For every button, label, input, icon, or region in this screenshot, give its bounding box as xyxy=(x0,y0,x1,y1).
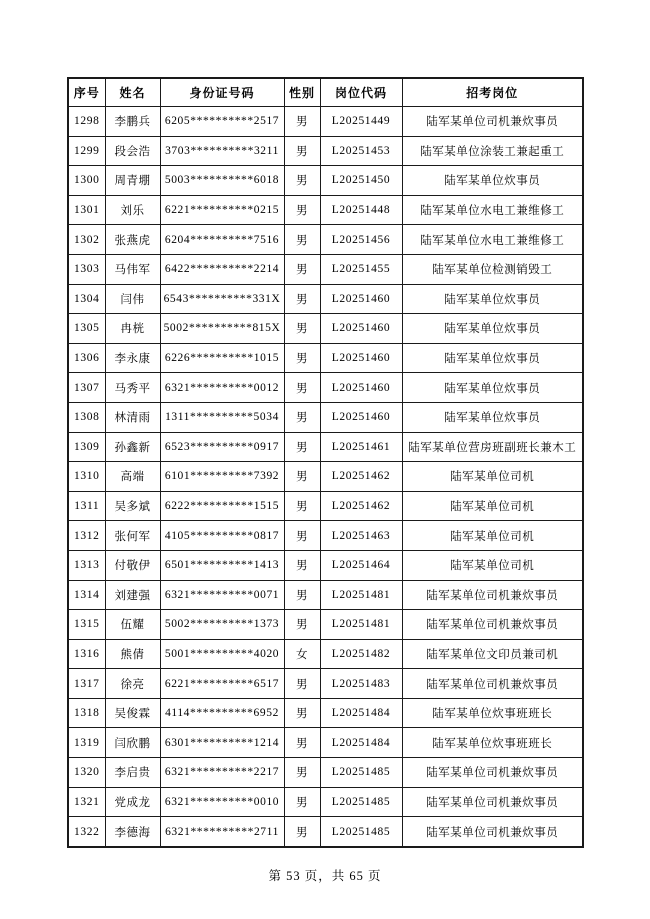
cell-id: 5002**********1373 xyxy=(160,610,284,640)
cell-gender: 男 xyxy=(284,343,320,373)
cell-position: 陆军某单位炊事员 xyxy=(402,343,583,373)
cell-seq: 1317 xyxy=(68,669,105,699)
cell-name: 冉桄 xyxy=(105,314,160,344)
column-header-position: 招考岗位 xyxy=(402,78,583,107)
cell-position: 陆军某单位司机兼炊事员 xyxy=(402,669,583,699)
cell-name: 刘乐 xyxy=(105,195,160,225)
cell-id: 6222**********1515 xyxy=(160,491,284,521)
cell-gender: 男 xyxy=(284,580,320,610)
cell-code: L20251461 xyxy=(320,432,402,462)
cell-code: L20251485 xyxy=(320,787,402,817)
cell-id: 3703**********3211 xyxy=(160,136,284,166)
cell-name: 吴多斌 xyxy=(105,491,160,521)
table-row xyxy=(68,758,583,788)
cell-seq: 1318 xyxy=(68,698,105,728)
table-row xyxy=(68,639,583,669)
cell-position: 陆军某单位炊事员 xyxy=(402,166,583,196)
cell-gender: 男 xyxy=(284,758,320,788)
cell-name: 闫欣鹏 xyxy=(105,728,160,758)
cell-position: 陆军某单位司机兼炊事员 xyxy=(402,787,583,817)
cell-code: L20251483 xyxy=(320,669,402,699)
cell-seq: 1307 xyxy=(68,373,105,403)
table-row xyxy=(68,107,583,137)
cell-seq: 1311 xyxy=(68,491,105,521)
cell-gender: 男 xyxy=(284,284,320,314)
cell-seq: 1299 xyxy=(68,136,105,166)
cell-name: 马伟军 xyxy=(105,254,160,284)
cell-position: 陆军某单位炊事员 xyxy=(402,314,583,344)
cell-id: 6321**********0071 xyxy=(160,580,284,610)
cell-position: 陆军某单位司机兼炊事员 xyxy=(402,817,583,847)
cell-id: 5002**********815X xyxy=(160,314,284,344)
cell-gender: 男 xyxy=(284,195,320,225)
cell-seq: 1302 xyxy=(68,225,105,255)
cell-position: 陆军某单位司机 xyxy=(402,550,583,580)
cell-seq: 1321 xyxy=(68,787,105,817)
cell-position: 陆军某单位司机兼炊事员 xyxy=(402,580,583,610)
column-header-code: 岗位代码 xyxy=(320,78,402,107)
cell-name: 马秀平 xyxy=(105,373,160,403)
cell-name: 高端 xyxy=(105,462,160,492)
cell-id: 6204**********7516 xyxy=(160,225,284,255)
cell-gender: 男 xyxy=(284,669,320,699)
table-row xyxy=(68,402,583,432)
cell-seq: 1320 xyxy=(68,758,105,788)
cell-position: 陆军某单位炊事班班长 xyxy=(402,698,583,728)
cell-gender: 男 xyxy=(284,225,320,255)
cell-seq: 1304 xyxy=(68,284,105,314)
table-row xyxy=(68,787,583,817)
table-row xyxy=(68,284,583,314)
column-header-id: 身份证号码 xyxy=(160,78,284,107)
cell-gender: 男 xyxy=(284,610,320,640)
cell-position: 陆军某单位水电工兼维修工 xyxy=(402,195,583,225)
cell-name: 李永康 xyxy=(105,343,160,373)
table-row xyxy=(68,136,583,166)
cell-code: L20251462 xyxy=(320,462,402,492)
cell-gender: 男 xyxy=(284,698,320,728)
cell-id: 4114**********6952 xyxy=(160,698,284,728)
cell-gender: 男 xyxy=(284,373,320,403)
table-row xyxy=(68,521,583,551)
cell-position: 陆军某单位水电工兼维修工 xyxy=(402,225,583,255)
cell-gender: 男 xyxy=(284,314,320,344)
cell-name: 周青堋 xyxy=(105,166,160,196)
cell-name: 张何军 xyxy=(105,521,160,551)
table-row xyxy=(68,580,583,610)
cell-name: 付敬伊 xyxy=(105,550,160,580)
cell-name: 伍耀 xyxy=(105,610,160,640)
cell-id: 6523**********0917 xyxy=(160,432,284,462)
cell-id: 6226**********1015 xyxy=(160,343,284,373)
cell-name: 党成龙 xyxy=(105,787,160,817)
cell-id: 6101**********7392 xyxy=(160,462,284,492)
cell-seq: 1298 xyxy=(68,107,105,137)
cell-gender: 男 xyxy=(284,817,320,847)
cell-code: L20251460 xyxy=(320,402,402,432)
cell-seq: 1309 xyxy=(68,432,105,462)
cell-seq: 1313 xyxy=(68,550,105,580)
cell-position: 陆军某单位营房班副班长兼木工 xyxy=(402,432,583,462)
cell-position: 陆军某单位司机兼炊事员 xyxy=(402,610,583,640)
cell-id: 6321**********2217 xyxy=(160,758,284,788)
cell-name: 李启贵 xyxy=(105,758,160,788)
cell-id: 6501**********1413 xyxy=(160,550,284,580)
cell-code: L20251460 xyxy=(320,373,402,403)
table-header-row xyxy=(68,78,583,107)
cell-seq: 1301 xyxy=(68,195,105,225)
table-row xyxy=(68,610,583,640)
table-row xyxy=(68,462,583,492)
cell-code: L20251460 xyxy=(320,343,402,373)
column-header-gender: 性别 xyxy=(284,78,320,107)
table-row xyxy=(68,254,583,284)
cell-code: L20251455 xyxy=(320,254,402,284)
page-number: 第 53 页，共 65 页 xyxy=(268,869,382,883)
cell-position: 陆军某单位炊事班班长 xyxy=(402,728,583,758)
cell-code: L20251456 xyxy=(320,225,402,255)
cell-id: 6422**********2214 xyxy=(160,254,284,284)
cell-position: 陆军某单位涂装工兼起重工 xyxy=(402,136,583,166)
cell-code: L20251460 xyxy=(320,284,402,314)
cell-seq: 1314 xyxy=(68,580,105,610)
cell-id: 5003**********6018 xyxy=(160,166,284,196)
column-header-seq: 序号 xyxy=(68,78,105,107)
cell-gender: 男 xyxy=(284,787,320,817)
cell-id: 1311**********5034 xyxy=(160,402,284,432)
cell-gender: 男 xyxy=(284,254,320,284)
cell-seq: 1322 xyxy=(68,817,105,847)
table-row xyxy=(68,698,583,728)
cell-name: 林清雨 xyxy=(105,402,160,432)
cell-gender: 男 xyxy=(284,166,320,196)
cell-name: 李德海 xyxy=(105,817,160,847)
cell-position: 陆军某单位司机 xyxy=(402,491,583,521)
cell-seq: 1312 xyxy=(68,521,105,551)
table-row xyxy=(68,195,583,225)
cell-position: 陆军某单位文印员兼司机 xyxy=(402,639,583,669)
cell-position: 陆军某单位司机兼炊事员 xyxy=(402,758,583,788)
cell-name: 徐亮 xyxy=(105,669,160,699)
cell-id: 6543**********331X xyxy=(160,284,284,314)
table-row xyxy=(68,343,583,373)
cell-gender: 女 xyxy=(284,639,320,669)
cell-code: L20251485 xyxy=(320,817,402,847)
cell-name: 吴俊霖 xyxy=(105,698,160,728)
cell-code: L20251481 xyxy=(320,580,402,610)
cell-code: L20251450 xyxy=(320,166,402,196)
cell-name: 闫伟 xyxy=(105,284,160,314)
cell-code: L20251453 xyxy=(320,136,402,166)
table-body xyxy=(68,107,583,847)
cell-seq: 1300 xyxy=(68,166,105,196)
table-row xyxy=(68,728,583,758)
cell-code: L20251460 xyxy=(320,314,402,344)
cell-seq: 1316 xyxy=(68,639,105,669)
cell-seq: 1308 xyxy=(68,402,105,432)
table-row xyxy=(68,314,583,344)
cell-code: L20251462 xyxy=(320,491,402,521)
cell-position: 陆军某单位司机 xyxy=(402,521,583,551)
table-row xyxy=(68,166,583,196)
cell-id: 6221**********6517 xyxy=(160,669,284,699)
cell-name: 刘建强 xyxy=(105,580,160,610)
cell-name: 孙鑫新 xyxy=(105,432,160,462)
cell-name: 李鹏兵 xyxy=(105,107,160,137)
cell-code: L20251482 xyxy=(320,639,402,669)
cell-id: 6301**********1214 xyxy=(160,728,284,758)
cell-gender: 男 xyxy=(284,136,320,166)
cell-id: 6321**********2711 xyxy=(160,817,284,847)
cell-gender: 男 xyxy=(284,491,320,521)
cell-code: L20251449 xyxy=(320,107,402,137)
cell-seq: 1305 xyxy=(68,314,105,344)
cell-position: 陆军某单位炊事员 xyxy=(402,284,583,314)
cell-id: 6221**********0215 xyxy=(160,195,284,225)
cell-seq: 1319 xyxy=(68,728,105,758)
cell-position: 陆军某单位检测销毁工 xyxy=(402,254,583,284)
cell-code: L20251448 xyxy=(320,195,402,225)
cell-gender: 男 xyxy=(284,550,320,580)
cell-code: L20251464 xyxy=(320,550,402,580)
cell-name: 熊倩 xyxy=(105,639,160,669)
cell-id: 6321**********0012 xyxy=(160,373,284,403)
cell-gender: 男 xyxy=(284,402,320,432)
cell-seq: 1303 xyxy=(68,254,105,284)
cell-id: 4105**********0817 xyxy=(160,521,284,551)
table-row xyxy=(68,225,583,255)
cell-seq: 1306 xyxy=(68,343,105,373)
cell-id: 6321**********0010 xyxy=(160,787,284,817)
table-row xyxy=(68,550,583,580)
cell-gender: 男 xyxy=(284,728,320,758)
table-row xyxy=(68,432,583,462)
cell-name: 张燕虎 xyxy=(105,225,160,255)
cell-gender: 男 xyxy=(284,432,320,462)
cell-position: 陆军某单位司机兼炊事员 xyxy=(402,107,583,137)
table-row xyxy=(68,817,583,847)
cell-position: 陆军某单位炊事员 xyxy=(402,373,583,403)
cell-code: L20251463 xyxy=(320,521,402,551)
cell-id: 6205**********2517 xyxy=(160,107,284,137)
cell-code: L20251481 xyxy=(320,610,402,640)
cell-position: 陆军某单位司机 xyxy=(402,462,583,492)
column-header-name: 姓名 xyxy=(105,78,160,107)
cell-gender: 男 xyxy=(284,521,320,551)
cell-seq: 1315 xyxy=(68,610,105,640)
cell-id: 5001**********4020 xyxy=(160,639,284,669)
cell-position: 陆军某单位炊事员 xyxy=(402,402,583,432)
table-row xyxy=(68,373,583,403)
table-row xyxy=(68,669,583,699)
cell-code: L20251484 xyxy=(320,698,402,728)
cell-code: L20251484 xyxy=(320,728,402,758)
cell-gender: 男 xyxy=(284,107,320,137)
table-row xyxy=(68,491,583,521)
cell-gender: 男 xyxy=(284,462,320,492)
cell-seq: 1310 xyxy=(68,462,105,492)
cell-name: 段会浩 xyxy=(105,136,160,166)
recruitment-roster-table xyxy=(67,77,584,848)
cell-code: L20251485 xyxy=(320,758,402,788)
